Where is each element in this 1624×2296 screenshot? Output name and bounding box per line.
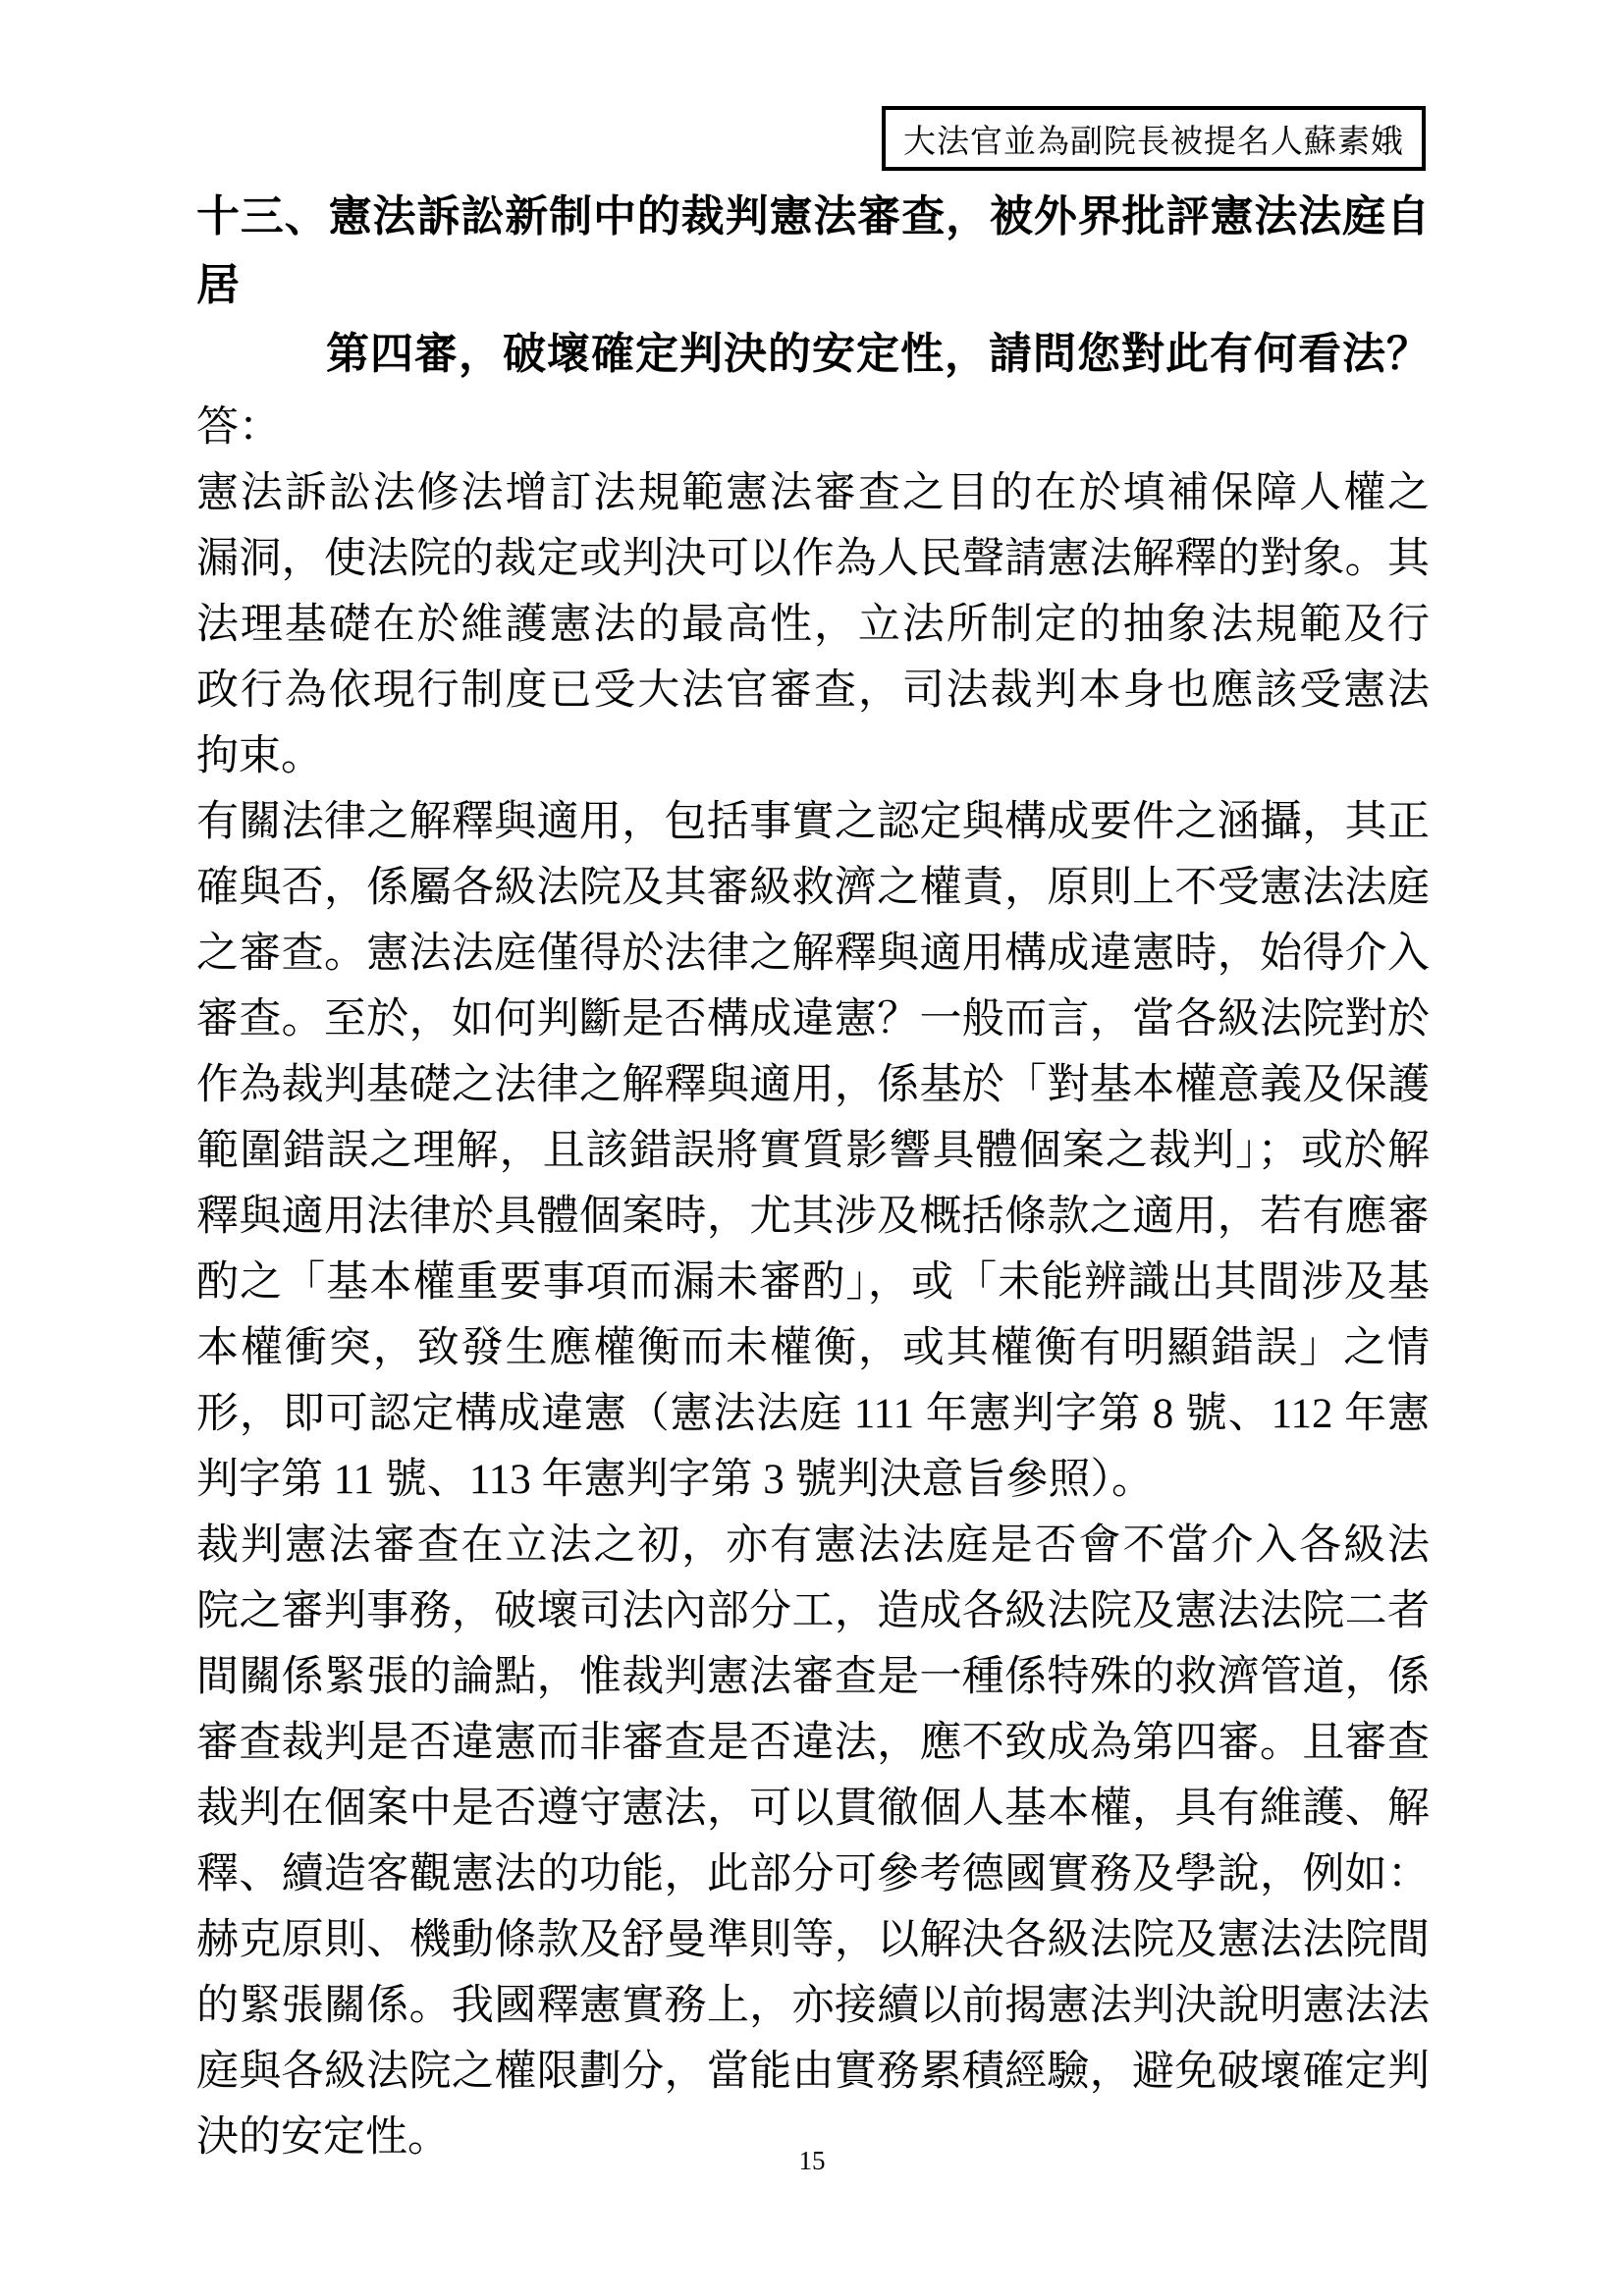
question-line-1: 十三、憲法訴訟新制中的裁判憲法審查，被外界批評憲法法庭自居: [196, 192, 1430, 309]
page-number: 15: [798, 2146, 826, 2175]
body-line: 裁判憲法審查在立法之初，亦有憲法法庭是否會不當介入各級法: [196, 1522, 1430, 1569]
nominee-header-text: 大法官並為副院長被提名人蘇素娥: [903, 124, 1404, 160]
answer-label: 答：: [196, 404, 281, 451]
body-line: 之審查。憲法法庭僅得於法律之解釋與適用構成違憲時，始得介入: [196, 931, 1430, 977]
body-line: 本權衝突，致發生應權衡而未權衡，或其權衡有明顯錯誤」之情: [196, 1325, 1430, 1371]
body-line: 範圍錯誤之理解，且該錯誤將實質影響具體個案之裁判」；或於解: [196, 1128, 1430, 1174]
nominee-header-box: [882, 106, 1426, 171]
body-line: 政行為依現行制度已受大法官審查，司法裁判本身也應該受憲法: [196, 667, 1430, 714]
body-line: 漏洞，使法院的裁定或判決可以作為人民聲請憲法解釋的對象。其: [196, 536, 1430, 582]
page-content: [196, 183, 1430, 2170]
answer-paragraph: [196, 460, 1430, 789]
answer-paragraph: [196, 1513, 1430, 2170]
body-line: 決的安定性。: [196, 2114, 450, 2161]
body-line: 釋與適用法律於具體個案時，尤其涉及概括條款之適用，若有應審: [196, 1194, 1430, 1240]
body-line: 有關法律之解釋與適用，包括事實之認定與構成要件之涵攝，其正: [196, 799, 1430, 845]
question-line-2: 第四審，破壞確定判決的安定性，請問您對此有何看法？: [326, 330, 1430, 378]
body-line: 拘束。: [196, 733, 323, 779]
body-line: 釋、續造客觀憲法的功能，此部分可參考德國實務及學說，例如：: [196, 1851, 1430, 1897]
body-line: 的緊張關係。我國釋憲實務上，亦接續以前揭憲法判決說明憲法法: [196, 1983, 1430, 2029]
question-title: [196, 183, 1430, 389]
body-line: 院之審判事務，破壞司法內部分工，造成各級法院及憲法法院二者: [196, 1588, 1430, 1634]
answer-paragraph: [196, 789, 1430, 1513]
body-line: 間關係緊張的論點，惟裁判憲法審查是一種係特殊的救濟管道，係: [196, 1654, 1430, 1700]
body-line: 庭與各級法院之權限劃分，當能由實務累積經驗，避免破壞確定判: [196, 2049, 1430, 2095]
body-line: 判字第 11 號、113 年憲判字第 3 號判決意旨參照）。: [196, 1457, 1155, 1503]
body-line: 形，即可認定構成違憲（憲法法庭 111 年憲判字第 8 號、112 年憲: [196, 1391, 1430, 1437]
body-line: 酌之「基本權重要事項而漏未審酌」，或「未能辨識出其間涉及基: [196, 1259, 1430, 1306]
body-line: 法理基礎在於維護憲法的最高性，立法所制定的抽象法規範及行: [196, 602, 1430, 648]
body-line: 赫克原則、機動條款及舒曼準則等，以解決各級法院及憲法法院間: [196, 1917, 1430, 1963]
body-line: 審查。至於，如何判斷是否構成違憲？一般而言，當各級法院對於: [196, 996, 1430, 1042]
body-line: 審查裁判是否違憲而非審查是否違法，應不致成為第四審。且審查: [196, 1720, 1430, 1766]
body-line: 裁判在個案中是否遵守憲法，可以貫徹個人基本權，具有維護、解: [196, 1786, 1430, 1832]
body-line: 憲法訴訟法修法增訂法規範憲法審查之目的在於填補保障人權之: [196, 470, 1430, 516]
body-line: 確與否，係屬各級法院及其審級救濟之權責，原則上不受憲法法庭: [196, 865, 1430, 911]
answer-paragraphs: [196, 460, 1430, 2170]
body-line: 作為裁判基礎之法律之解釋與適用，係基於「對基本權意義及保護: [196, 1062, 1430, 1108]
